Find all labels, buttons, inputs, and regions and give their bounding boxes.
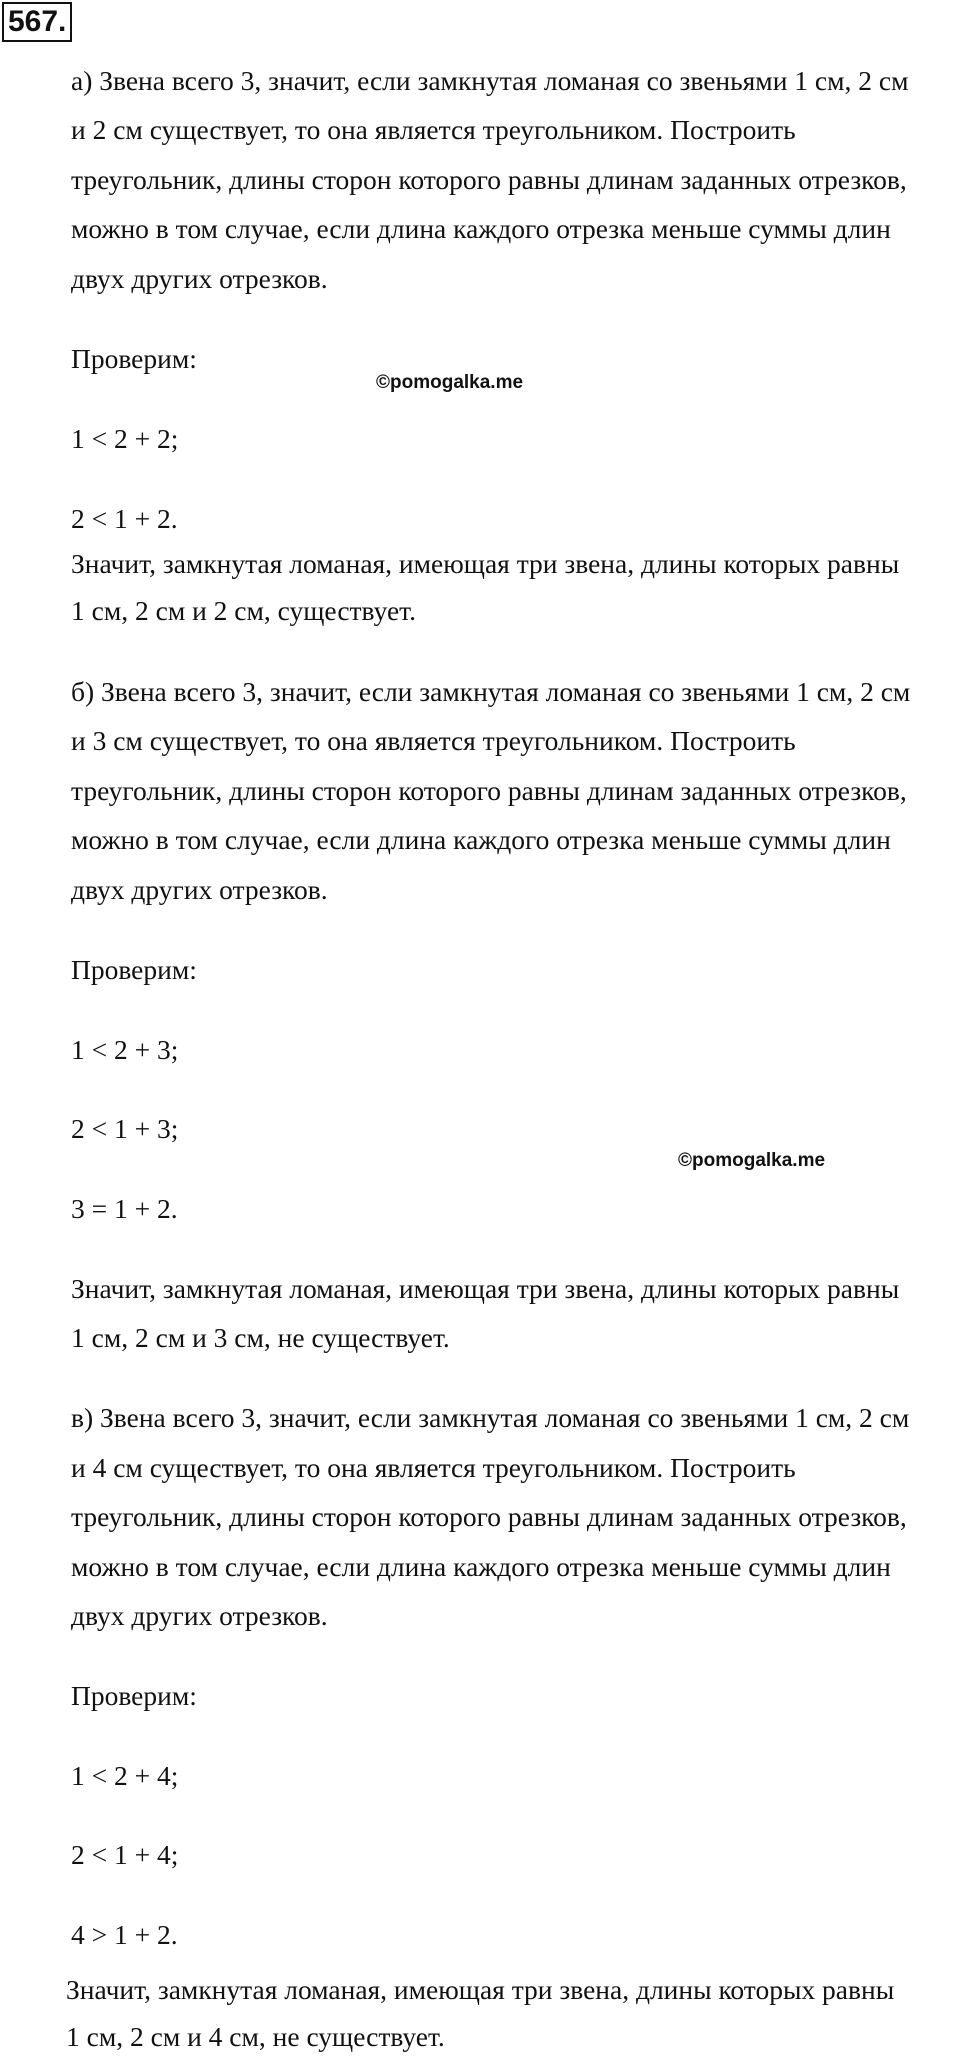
- text-line: в) Звена всего 3, значит, если замкнутая ломаная со звеньями 1 см, 2 см: [71, 1402, 910, 1433]
- text-line: 1 < 2 + 4;: [71, 1760, 179, 1791]
- text-line: Проверим:: [71, 954, 197, 985]
- text-line: двух других отрезков.: [71, 263, 328, 294]
- text-line: Значит, замкнутая ломаная, имеющая три звена, длины которых равны: [66, 1974, 895, 2005]
- text-line: а) Звена всего 3, значит, если замкнутая ломаная со звеньями 1 см, 2 см: [71, 65, 909, 96]
- text-line: и 4 см существует, то она является треугольником. Построить: [71, 1452, 796, 1483]
- text-line: двух других отрезков.: [71, 874, 328, 905]
- text-line: Значит, замкнутая ломаная, имеющая три звена, длины которых равны: [71, 1273, 900, 1304]
- text-line: 2 < 1 + 3;: [71, 1113, 179, 1144]
- text-line: Значит, замкнутая ломаная, имеющая три звена, длины которых равны: [71, 548, 900, 579]
- text-line: и 2 см существует, то она является треугольником. Построить: [71, 114, 796, 145]
- text-line: 2 < 1 + 2.: [71, 503, 178, 534]
- watermark: ©pomogalka.me: [678, 1150, 826, 1171]
- text-line: треугольник, длины сторон которого равны длинам заданных отрезков,: [71, 1501, 907, 1532]
- text-line: треугольник, длины сторон которого равны длинам заданных отрезков,: [71, 164, 907, 195]
- text-line: 1 см, 2 см и 2 см, существует.: [71, 595, 417, 626]
- text-line: и 3 см существует, то она является треугольником. Построить: [71, 725, 796, 756]
- text-line: 1 см, 2 см и 4 см, не существует.: [66, 2021, 445, 2052]
- text-line: Проверим:: [71, 343, 197, 374]
- text-line: можно в том случае, если длина каждого отрезка меньше суммы длин: [71, 213, 891, 244]
- text-line: 4 > 1 + 2.: [71, 1919, 178, 1950]
- text-line: Проверим:: [71, 1680, 197, 1711]
- text-line: треугольник, длины сторон которого равны длинам заданных отрезков,: [71, 775, 907, 806]
- text-line: 1 < 2 + 2;: [71, 423, 179, 454]
- text-line: можно в том случае, если длина каждого отрезка меньше суммы длин: [71, 824, 891, 855]
- text-line: 3 = 1 + 2.: [71, 1193, 178, 1224]
- text-line: 1 см, 2 см и 3 см, не существует.: [71, 1322, 450, 1353]
- text-line: 2 < 1 + 4;: [71, 1839, 179, 1870]
- text-line: можно в том случае, если длина каждого отрезка меньше суммы длин: [71, 1551, 891, 1582]
- text-line: двух других отрезков.: [71, 1600, 328, 1631]
- text-line: 1 < 2 + 3;: [71, 1034, 179, 1065]
- text-line: б) Звена всего 3, значит, если замкнутая ломаная со звеньями 1 см, 2 см: [71, 676, 911, 707]
- problem-number: 567.: [2, 2, 72, 42]
- watermark: ©pomogalka.me: [376, 372, 524, 393]
